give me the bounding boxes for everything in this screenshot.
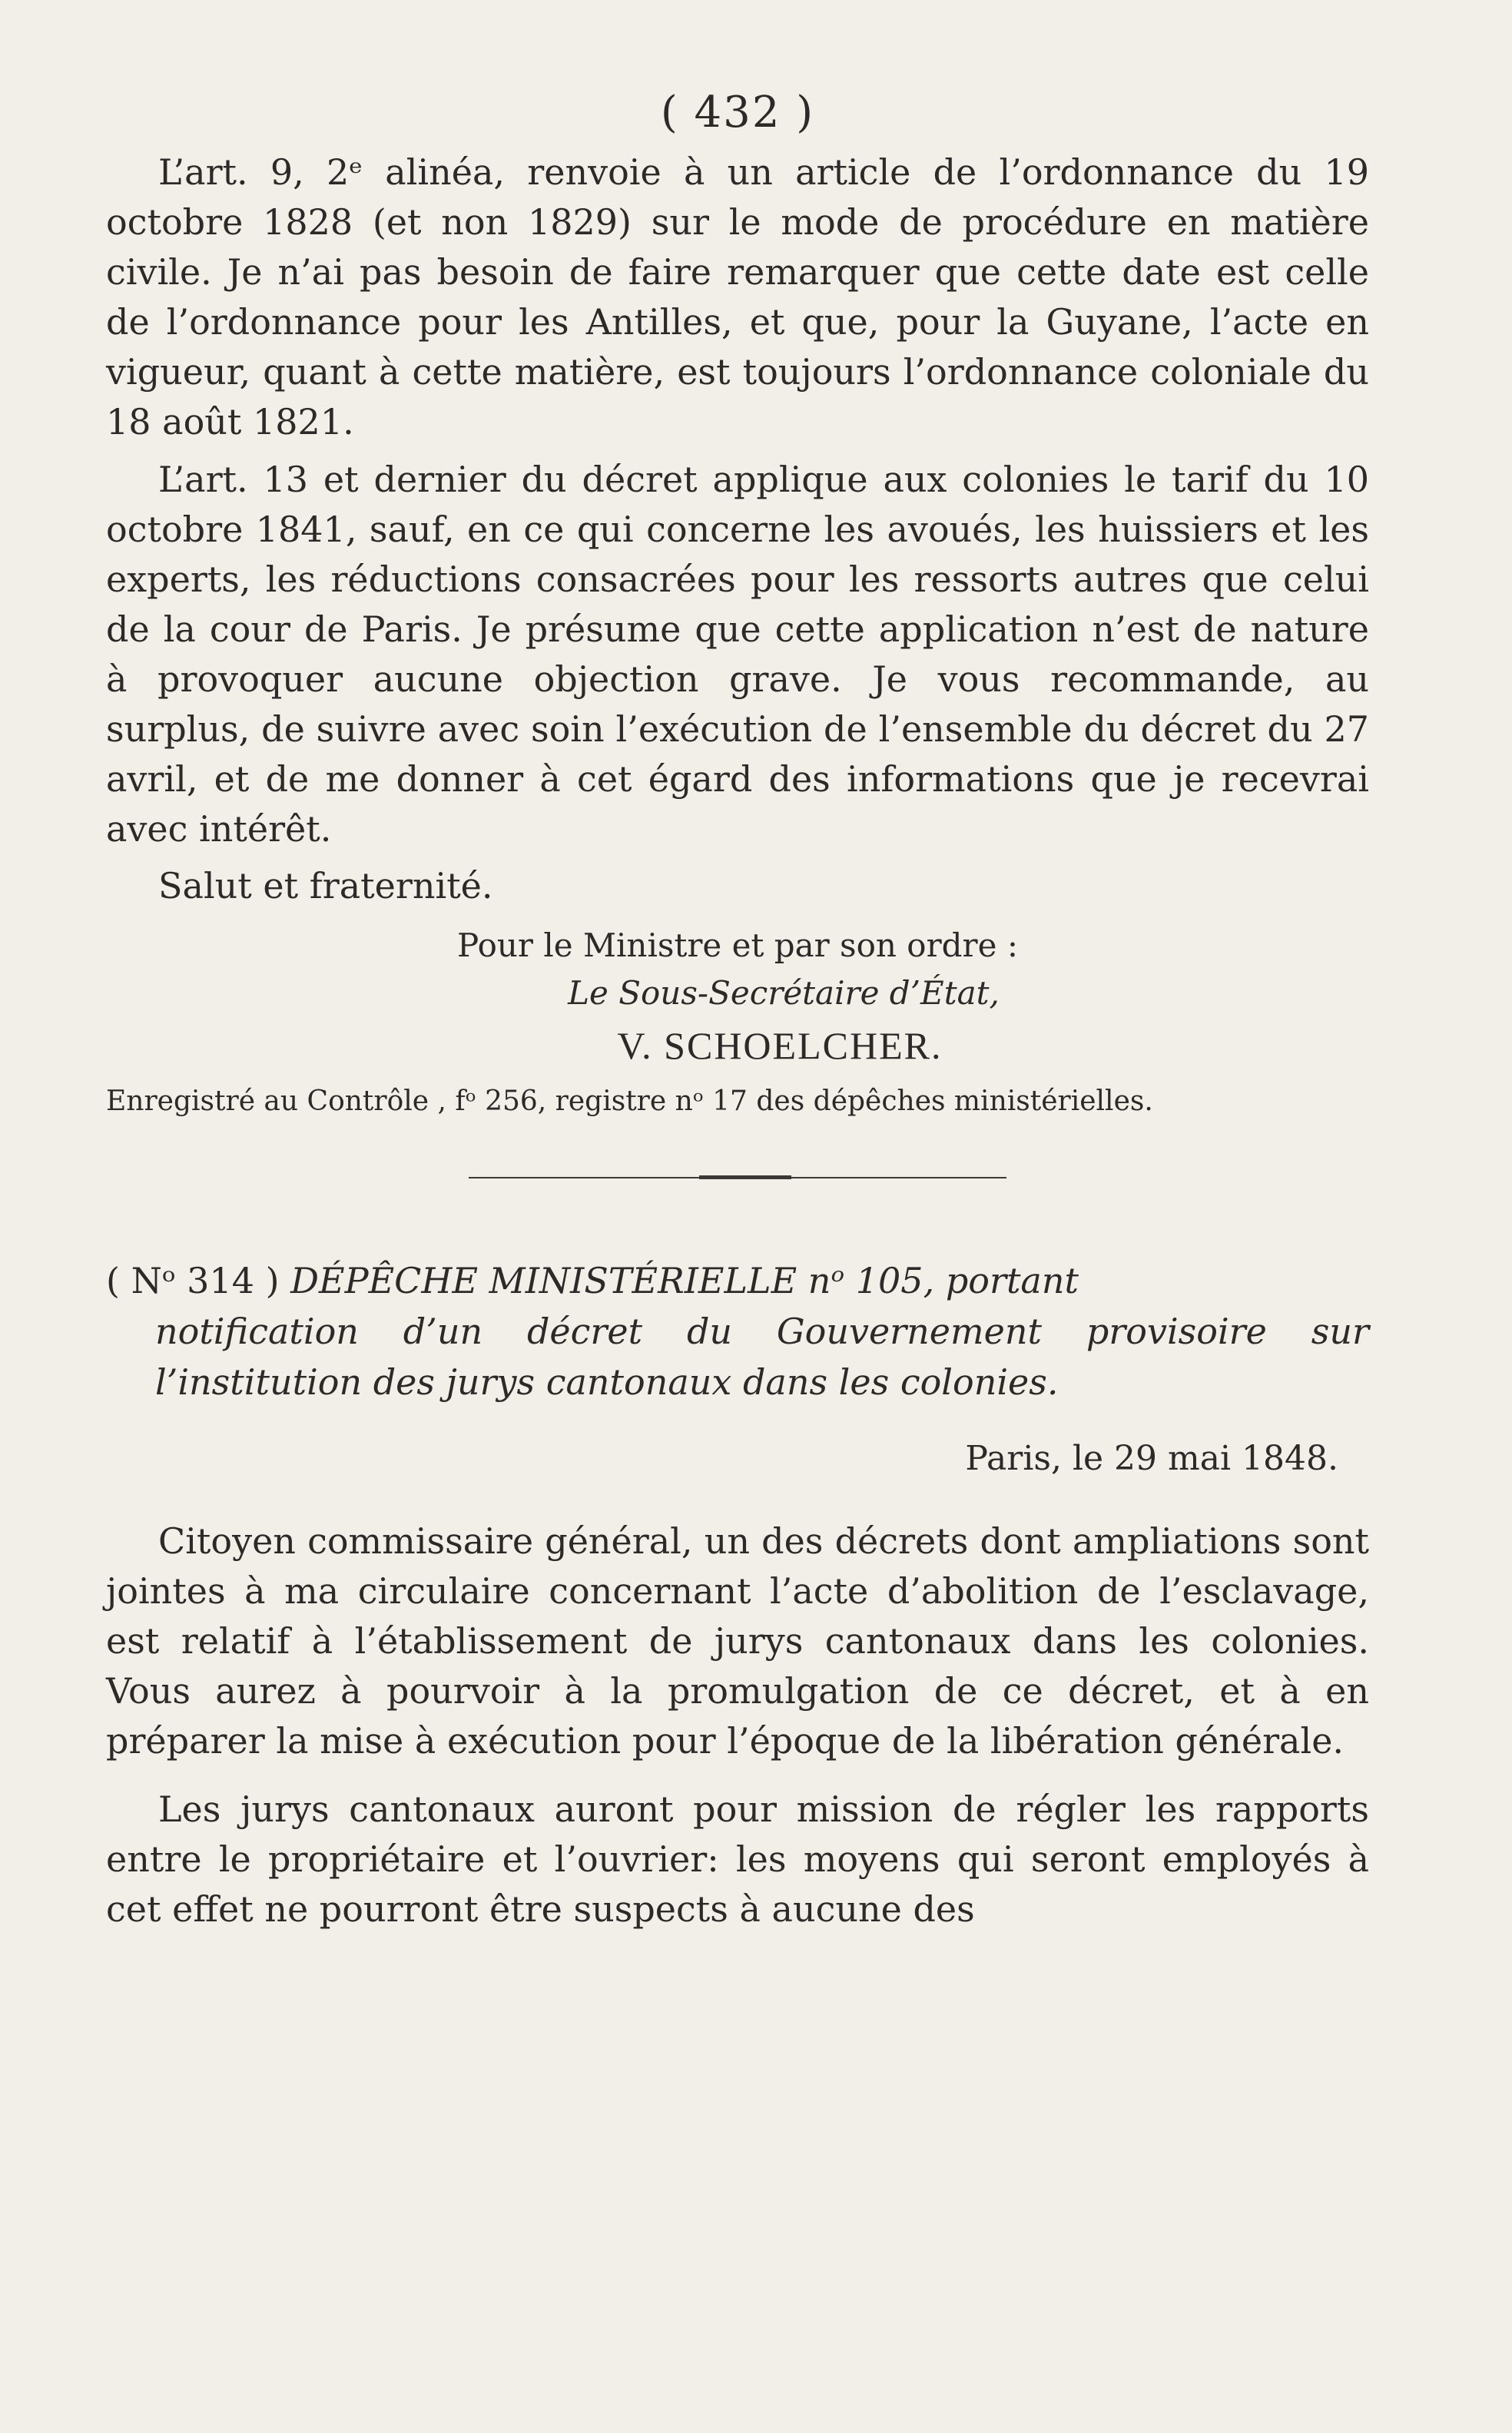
divider-accent (699, 1175, 791, 1179)
signature-line-order: Pour le Ministre et par son ordre : (457, 926, 1018, 964)
salutation: Salut et fraternité. (158, 865, 493, 907)
dispatch-heading (106, 1255, 1369, 1407)
paragraph-jurys: Les jurys cantonaux auront pour mission de régler les rapports entre le propriétaire et l’ouvrier: les moyens qui seront employés à cet effet ne pourront être suspects à aucune des (106, 1788, 1369, 1930)
dispatch-subtitle: notification d’un décret du Gouvernement provisoire sur l’institution des jurys cantonaux dans les colonies. (155, 1311, 1369, 1403)
signature-line-title: Le Sous-Secrétaire d’État, (568, 974, 1000, 1012)
page-number: ( 432 ) (660, 88, 815, 138)
paragraph-art-9: L’art. 9, 2ᵉ alinéa, renvoie à un article de l’ordonnance du 19 octobre 1828 (et non 1829) sur le mode de procédure en matière civile. Je n’ai pas besoin de faire remarquer que cette date est celle de l’ordonnance pour les Antilles, et que, pour la Guyane, l’acte en vigueur, quant à cette matière, est toujours l’ordonnance coloniale du 18 août 1821. (106, 151, 1369, 443)
paragraph-citoyen: Citoyen commissaire général, un des décrets dont ampliations sont jointes à ma circulaire concernant l’acte d’abolition de l’esclavage, est relatif à l’établissement de jurys cantonaux dans les colonies. Vous aurez à pourvoir à la promulgation de ce décret, et à en préparer la mise à exécution pour l’époque de la libération générale. (106, 1520, 1369, 1762)
dispatch-title: DÉPÊCHE MINISTÉRIELLE nᵒ 105, portant (290, 1260, 1079, 1301)
signature-name: V. SCHOELCHER. (617, 1024, 943, 1067)
paragraph-art-13: L’art. 13 et dernier du décret applique aux colonies le tarif du 10 octobre 1841, sauf, en ce qui concerne les avoués, les huissiers et les experts, les réductions consacrées pour les ressorts autres que celui de la cour de Paris. Je présume que cette application n’est de nature à provoquer aucune objection grave. Je vous recommande, au surplus, de suivre avec soin l’exécution de l’ensemble du décret du 27 avril, et de me donner à cet égard des informations que je recevrai avec intérêt. (106, 459, 1369, 850)
document-page (106, 85, 1369, 1934)
dispatch-number: ( Nᵒ 314 ) (106, 1260, 280, 1301)
section-divider (469, 1177, 1006, 1178)
dateline: Paris, le 29 mai 1848. (965, 1439, 1338, 1478)
registration-note: Enregistré au Contrôle , fᵒ 256, registre nᵒ 17 des dépêches ministérielles. (106, 1086, 1153, 1117)
